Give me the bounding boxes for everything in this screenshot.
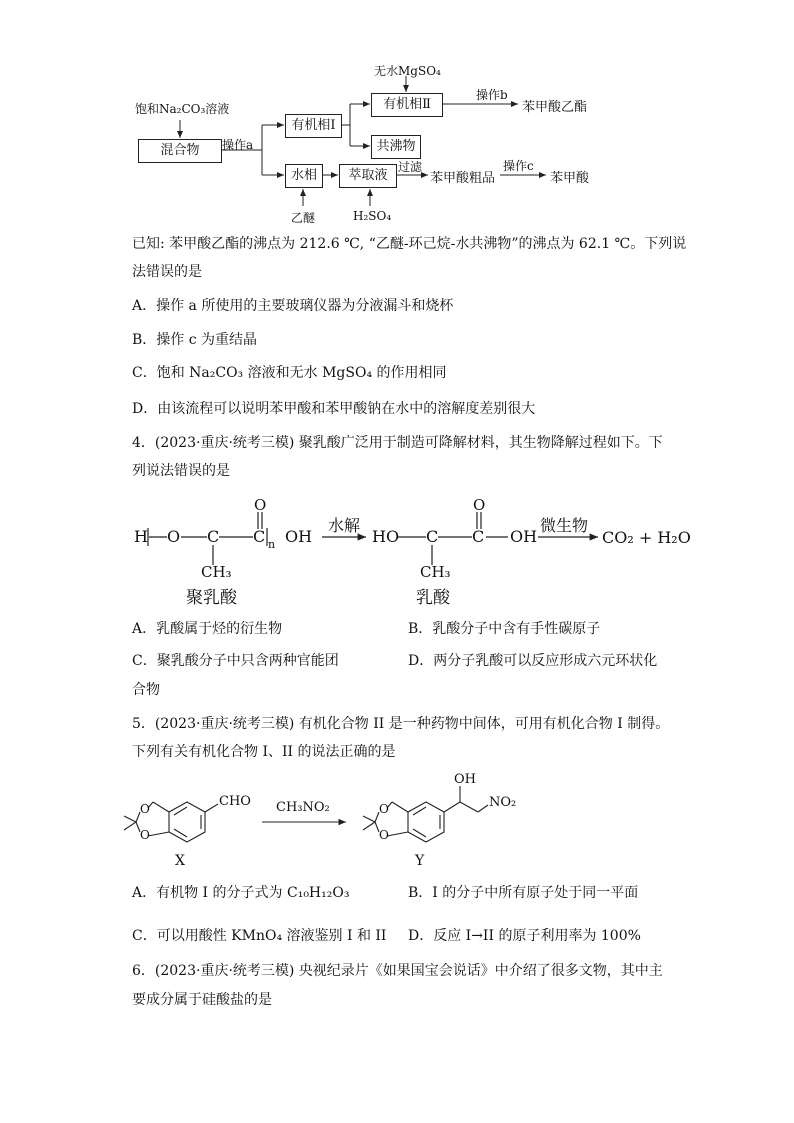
hydrolysis-label: 水解 bbox=[328, 516, 361, 535]
q5-option-d: D．反应 I→II 的原子利用率为 100% bbox=[408, 928, 641, 944]
ether-label: 乙醚 bbox=[291, 211, 316, 225]
x-o-top: O bbox=[140, 802, 150, 816]
q5-option-a: A．有机物 I 的分子式为 C₁₀H₁₂O₃ bbox=[132, 885, 350, 901]
rxn-oh-1: OH bbox=[285, 527, 313, 546]
q4-option-a: A．乳酸属于烃的衍生物 bbox=[132, 621, 283, 637]
rxn-ho: HO bbox=[372, 527, 400, 546]
benzoic-acid-label: 苯甲酸 bbox=[550, 171, 590, 186]
h2so4-label: H₂SO₄ bbox=[353, 209, 392, 223]
label-x: X bbox=[175, 853, 185, 869]
filter-label: 过滤 bbox=[398, 160, 423, 174]
q4-option-d-line1: D．两分子乳酸可以反应形成六元环状化 bbox=[408, 653, 658, 669]
op-a-label: 操作a bbox=[222, 138, 254, 152]
na2co3-label: 饱和Na₂CO₃溶液 bbox=[135, 102, 230, 116]
reagent-ch3no2: CH₃NO₂ bbox=[276, 800, 330, 815]
organic-phase-1-box: 有机相Ⅰ bbox=[285, 114, 342, 138]
y-no2-label: NO₂ bbox=[489, 795, 517, 810]
q3-option-a: A．操作 a 所使用的主要玻璃仪器为分液漏斗和烧杯 bbox=[132, 298, 454, 314]
op-b-label: 操作b bbox=[476, 88, 508, 102]
q4-stem-line2: 列说法错误的是 bbox=[132, 463, 230, 479]
rxn-ch3-2: CH₃ bbox=[420, 563, 451, 581]
microbe-label: 微生物 bbox=[540, 516, 589, 535]
extract-box: 萃取液 bbox=[339, 164, 397, 188]
q4-stem-line1: 4．(2023·重庆·统考三模) 聚乳酸广泛用于制造可降解材料，其生物降解过程如下。下 bbox=[132, 435, 663, 451]
label-y: Y bbox=[415, 853, 425, 869]
azeotrope-box: 共沸物 bbox=[371, 135, 421, 159]
q4-option-d-line2: 合物 bbox=[132, 682, 160, 698]
x-o-bottom: O bbox=[140, 828, 150, 842]
rxn-ch3-1: CH₃ bbox=[201, 563, 232, 581]
q5-stem-line2: 下列有关有机化合物 I、II 的说法正确的是 bbox=[132, 744, 396, 760]
mixture-box: 混合物 bbox=[138, 139, 222, 163]
q3-option-c: C．饱和 Na₂CO₃ 溶液和无水 MgSO₄ 的作用相同 bbox=[132, 365, 447, 381]
q5-stem-line1: 5．(2023·重庆·统考三模) 有机化合物 II 是一种药物中间体，可用有机化合物 I 制得。 bbox=[132, 716, 670, 732]
rxn-o-1: O bbox=[167, 527, 181, 546]
lactic-label: 乳酸 bbox=[416, 588, 450, 608]
rxn-n: n bbox=[268, 538, 276, 551]
ethyl-benzoate-label: 苯甲酸乙酯 bbox=[522, 100, 588, 115]
rxn-oh-2: OH bbox=[510, 527, 538, 546]
mgso4-label: 无水MgSO₄ bbox=[374, 64, 441, 78]
rxn-o-double-1: O bbox=[254, 496, 267, 514]
q3-option-d: D．由该流程可以说明苯甲酸和苯甲酸钠在水中的溶解度差别很大 bbox=[132, 401, 536, 417]
polylactic-label: 聚乳酸 bbox=[186, 588, 237, 608]
rxn-c-2: C bbox=[253, 527, 266, 546]
q4-option-b: B．乳酸分子中含有手性碳原子 bbox=[408, 621, 601, 637]
q4-option-c: C．聚乳酸分子中只含两种官能团 bbox=[132, 653, 339, 669]
rxn-c-3: C bbox=[426, 527, 439, 546]
op-c-label: 操作c bbox=[503, 159, 534, 173]
rxn-c-4: C bbox=[472, 527, 485, 546]
rxn-products: CO₂ + H₂O bbox=[602, 528, 691, 547]
organic-phase-2-box: 有机相Ⅱ bbox=[371, 93, 443, 117]
crude-benzoic-label: 苯甲酸粗品 bbox=[430, 171, 496, 186]
aqueous-phase-box: 水相 bbox=[285, 164, 323, 188]
q5-option-c: C．可以用酸性 KMnO₄ 溶液鉴别 I 和 II bbox=[132, 928, 387, 944]
rxn-c-1: C bbox=[207, 527, 220, 546]
q6-stem-line1: 6．(2023·重庆·统考三模) 央视纪录片《如果国宝会说话》中介绍了很多文物，其中主 bbox=[132, 963, 663, 979]
q5-option-b: B．I 的分子中所有原子处于同一平面 bbox=[408, 885, 639, 901]
q6-stem-line2: 要成分属于硅酸盐的是 bbox=[132, 992, 272, 1008]
q3-known-line1: 已知: 苯甲酸乙酯的沸点为 212.6 ℃, “乙醚-环己烷-水共沸物”的沸点为 62.1 ℃。下列说 bbox=[132, 236, 687, 252]
q3-known-line2: 法错误的是 bbox=[132, 264, 202, 280]
q3-option-b: B．操作 c 为重结晶 bbox=[132, 332, 258, 348]
rxn-h: H bbox=[134, 527, 148, 546]
y-o-bottom: O bbox=[379, 828, 389, 842]
y-oh-label: OH bbox=[454, 772, 476, 787]
y-o-top: O bbox=[379, 802, 389, 816]
rxn-o-double-2: O bbox=[473, 496, 486, 514]
x-cho-label: CHO bbox=[219, 794, 251, 809]
